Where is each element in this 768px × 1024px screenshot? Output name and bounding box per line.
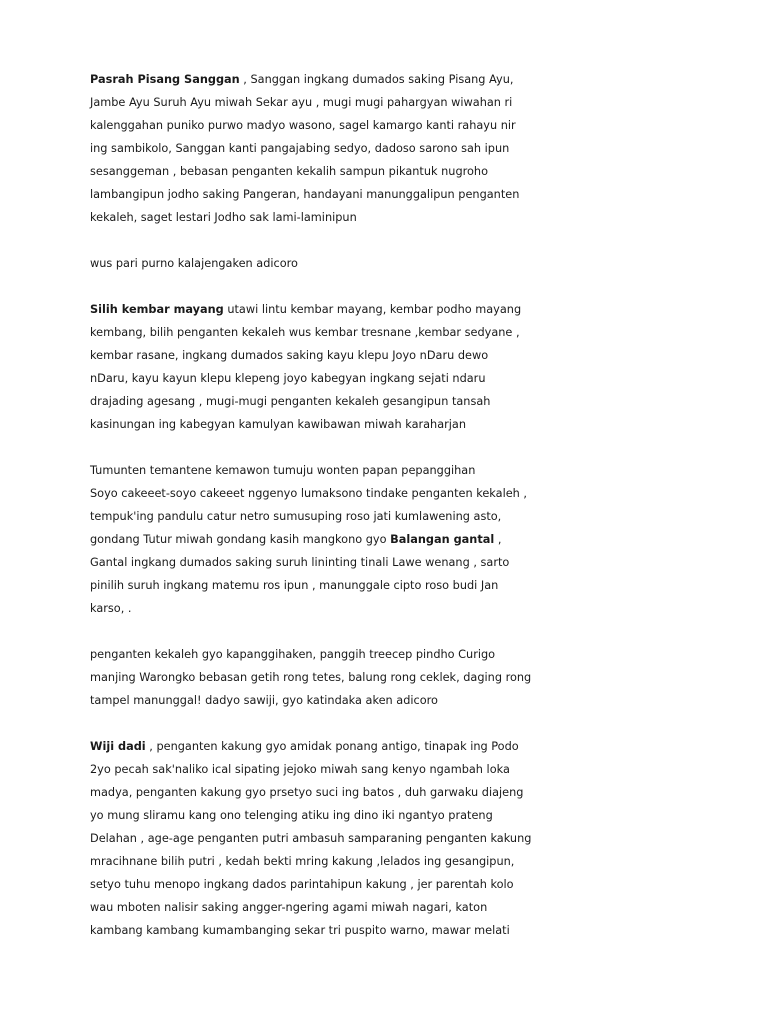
text-line: kembang, bilih penganten kekaleh wus kembar tresnane ,kembar sedyane , bbox=[90, 326, 520, 339]
paragraph-balangan-gantal bbox=[90, 459, 710, 620]
text-line: Tumunten temantene kemawon tumuju wonten papan pepanggihan bbox=[90, 464, 476, 477]
text-line: karso, . bbox=[90, 602, 132, 615]
text-line: nDaru, kayu kayun klepu klepeng joyo kabegyan ingkang sejati ndaru bbox=[90, 372, 486, 385]
text-line: Gantal ingkang dumados saking suruh lininting tinali Lawe wenang , sarto bbox=[90, 556, 510, 569]
text-line: 2yo pecah sak'naliko ical sipating jejoko miwah sang kenyo ngambah loka bbox=[90, 763, 510, 776]
text-line: kalenggahan puniko purwo madyo wasono, sagel kamargo kanti rahayu nir bbox=[90, 119, 516, 132]
paragraph-wus-pari-purno bbox=[90, 252, 710, 275]
text-line: mracihnane bilih putri , kedah bekti mring kakung ,lelados ing gesangipun, bbox=[90, 855, 515, 868]
heading-wiji-dadi: Wiji dadi bbox=[90, 740, 146, 753]
text-line: yo mung sliramu kang ono telenging atiku ing dino iki ngantyo prateng bbox=[90, 809, 493, 822]
text-line: kekaleh, saget lestari Jodho sak lami-laminipun bbox=[90, 211, 357, 224]
text-line: tempuk'ing pandulu catur netro sumusuping roso jati kumlawening asto, bbox=[90, 510, 502, 523]
text-line: manjing Warongko bebasan getih rong tetes, balung rong ceklek, daging rong bbox=[90, 671, 532, 684]
text-line: gondang Tutur miwah gondang kasih mangkono gyo Balangan gantal , bbox=[90, 533, 502, 546]
text-line: wus pari purno kalajengaken adicoro bbox=[90, 257, 298, 270]
text-line: setyo tuhu menopo ingkang dados parintahipun kakung , jer parentah kolo bbox=[90, 878, 514, 891]
text-line: madya, penganten kakung gyo prsetyo suci ing batos , duh garwaku diajeng bbox=[90, 786, 524, 799]
text-line: lambangipun jodho saking Pangeran, handayani manunggalipun penganten bbox=[90, 188, 520, 201]
text-line: Soyo cakeeet-soyo cakeeet nggenyo lumaksono tindake penganten kekaleh , bbox=[90, 487, 528, 500]
document-page bbox=[90, 68, 710, 965]
text-line: kasinungan ing kabegyan kamulyan kawibawan miwah karaharjan bbox=[90, 418, 467, 431]
paragraph-silih-kembar-mayang bbox=[90, 298, 710, 436]
text-line: Pasrah Pisang Sanggan , Sanggan ingkang dumados saking Pisang Ayu, bbox=[90, 73, 514, 86]
text-line: Wiji dadi , penganten kakung gyo amidak ponang antigo, tinapak ing Podo bbox=[90, 740, 519, 753]
heading-balangan-gantal: Balangan gantal bbox=[390, 533, 495, 546]
text-line: Jambe Ayu Suruh Ayu miwah Sekar ayu , mugi mugi pahargyan wiwahan ri bbox=[90, 96, 513, 109]
heading-silih-kembar-mayang: Silih kembar mayang bbox=[90, 303, 224, 316]
text-line: pinilih suruh ingkang matemu ros ipun , manunggale cipto roso budi Jan bbox=[90, 579, 499, 592]
paragraph-pasrah-pisang-sanggan bbox=[90, 68, 710, 229]
text-line: kembar rasane, ingkang dumados saking kayu klepu Joyo nDaru dewo bbox=[90, 349, 489, 362]
text-line: wau mboten nalisir saking angger-ngering agami miwah nagari, katon bbox=[90, 901, 488, 914]
text-line: tampel manunggal! dadyo sawiji, gyo katindaka aken adicoro bbox=[90, 694, 438, 707]
text-line: ing sambikolo, Sanggan kanti pangajabing sedyo, dadoso sarono sah ipun bbox=[90, 142, 510, 155]
text-line: Silih kembar mayang utawi lintu kembar mayang, kembar podho mayang bbox=[90, 303, 522, 316]
text-line: Delahan , age-age penganten putri ambasuh samparaning penganten kakung bbox=[90, 832, 532, 845]
heading-pasrah-pisang-sanggan: Pasrah Pisang Sanggan bbox=[90, 73, 240, 86]
text-line: penganten kekaleh gyo kapanggihaken, panggih treecep pindho Curigo bbox=[90, 648, 496, 661]
paragraph-wiji-dadi bbox=[90, 735, 710, 942]
text-line: kambang kambang kumambanging sekar tri puspito warno, mawar melati bbox=[90, 924, 510, 937]
text-line: drajading agesang , mugi-mugi penganten kekaleh gesangipun tansah bbox=[90, 395, 491, 408]
paragraph-penganten-kapanggihaken bbox=[90, 643, 710, 712]
text-line: sesanggeman , bebasan penganten kekalih sampun pikantuk nugroho bbox=[90, 165, 488, 178]
